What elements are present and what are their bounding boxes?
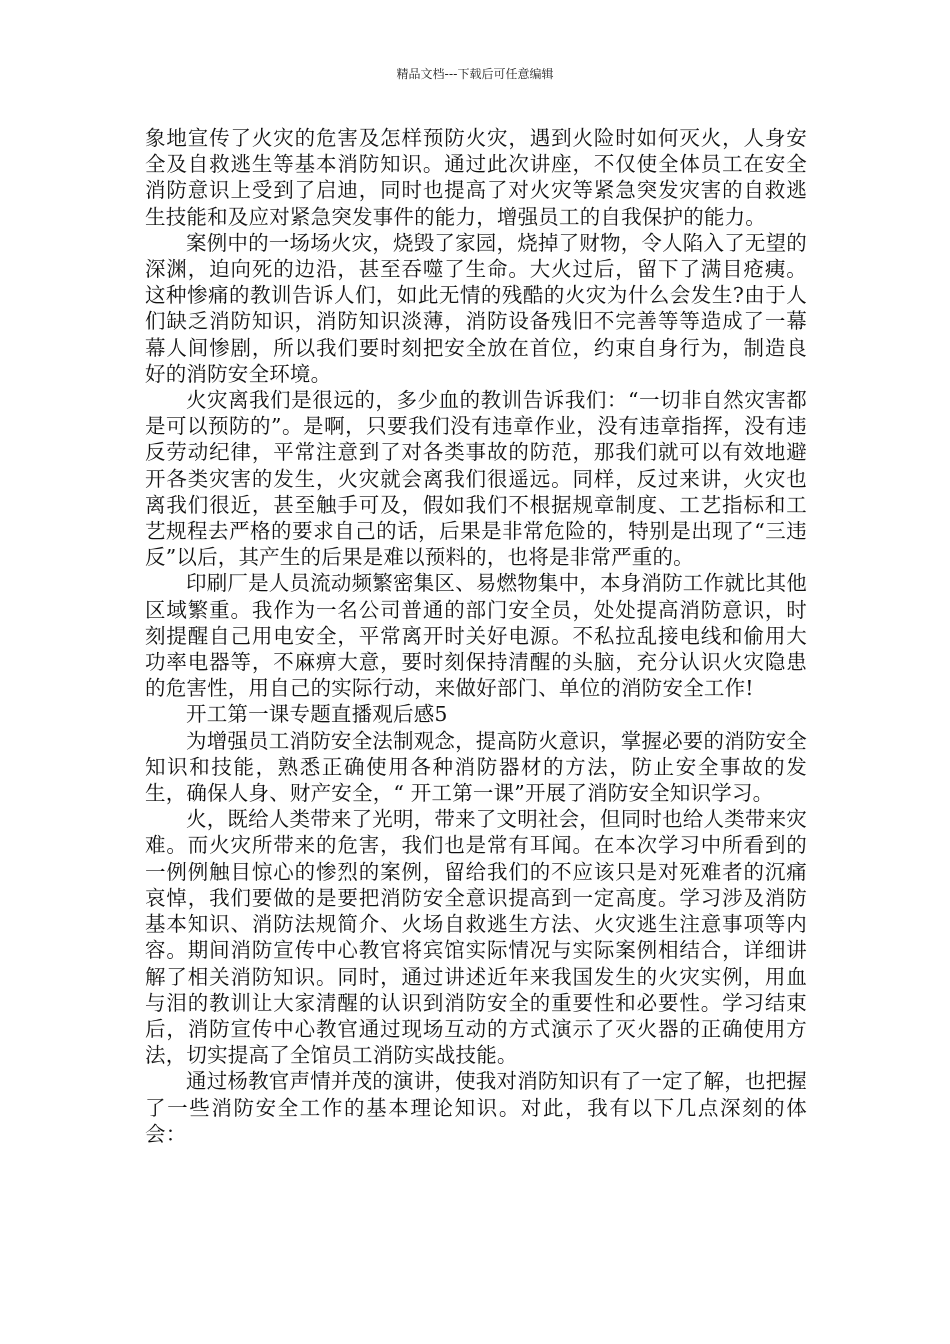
- paragraph-7: 通过杨教官声情并茂的演讲，使我对消防知识有了一定了解，也把握了一些消防安全工作的基本理论知识。对此，我有以下几点深刻的体会：: [145, 1069, 807, 1146]
- paragraph-6: 火，既给人类带来了光明，带来了文明社会，但同时也给人类带来灾难。而火灾所带来的危害，我们也是常有耳闻。在本次学习中所看到的一例例触目惊心的惨烈的案例，留给我们的不应该只是对死难者的沉痛哀悼，我们要做的是要把消防安全意识提高到一定高度。学习涉及消防基本知识、消防法规简介、火场自救逃生方法、火灾逃生注意事项等内容。期间消防宣传中心教官将宾馆实际情况与实际案例相结合，详细讲解了相关消防知识。同时，通过讲述近年来我国发生的火灾实例，用血与泪的教训让大家清醒的认识到消防安全的重要性和必要性。学习结束后，消防宣传中心教官通过现场互动的方式演示了灭火器的正确使用方法，切实提高了全馆员工消防实战技能。: [145, 807, 807, 1068]
- paragraph-5: 为增强员工消防安全法制观念，提高防火意识，掌握必要的消防安全知识和技能，熟悉正确使用各种消防器材的方法，防止安全事故的发生，确保人身、财产安全，“ 开工第一课”开展了消防安全知识学习。: [145, 728, 807, 806]
- paragraph-2: 案例中的一场场火灾，烧毁了家园，烧掉了财物，令人陷入了无望的深渊，迫向死的边沿，甚至吞噬了生命。大火过后，留下了满目疮痍。这种惨痛的教训告诉人们，如此无情的残酷的火灾为什么会发生?由于人们缺乏消防知识，消防知识淡薄，消防设备残旧不完善等等造成了一幕幕人间惨剧，所以我们要时刻把安全放在首位，约束自身行为，制造良好的消防安全环境。: [145, 230, 807, 386]
- section-title: 开工第一课专题直播观后感5: [186, 702, 448, 727]
- document-body: [145, 125, 807, 1147]
- paragraph-4: 印刷厂是人员流动频繁密集区、易燃物集中，本身消防工作就比其他区域繁重。我作为一名公司普通的部门安全员，处处提高消防意识，时刻提醒自己用电安全，平常离开时关好电源。不私拉乱接电线和偷用大功率电器等，不麻痹大意，要时刻保持清醒的头脑，充分认识火灾隐患的危害性，用自己的实际行动，来做好部门、单位的消防安全工作!: [145, 571, 807, 701]
- page-header: 精品文档---下载后可任意编辑: [396, 67, 554, 81]
- paragraph-1: 象地宣传了火灾的危害及怎样预防火灾，遇到火险时如何灭火，人身安全及自救逃生等基本消防知识。通过此次讲座，不仅使全体员工在安全消防意识上受到了启迪，同时也提高了对火灾等紧急突发灾害的自救逃生技能和及应对紧急突发事件的能力，增强员工的自我保护的能力。: [145, 126, 807, 229]
- paragraph-3: 火灾离我们是很远的，多少血的教训告诉我们：“一切非自然灾害都是可以预防的”。是啊，只要我们没有违章作业，没有违章指挥，没有违反劳动纪律，平常注意到了对各类事故的防范，那我们就可以有效地避开各类灾害的发生，火灾就会离我们很遥远。同样，反过来讲，火灾也离我们很近，甚至触手可及，假如我们不根据规章制度、工艺指标和工艺规程去严格的要求自己的话，后果是非常危险的，特别是出现了“三违反”以后，其产生的后果是难以预料的，也将是非常严重的。: [145, 388, 807, 570]
